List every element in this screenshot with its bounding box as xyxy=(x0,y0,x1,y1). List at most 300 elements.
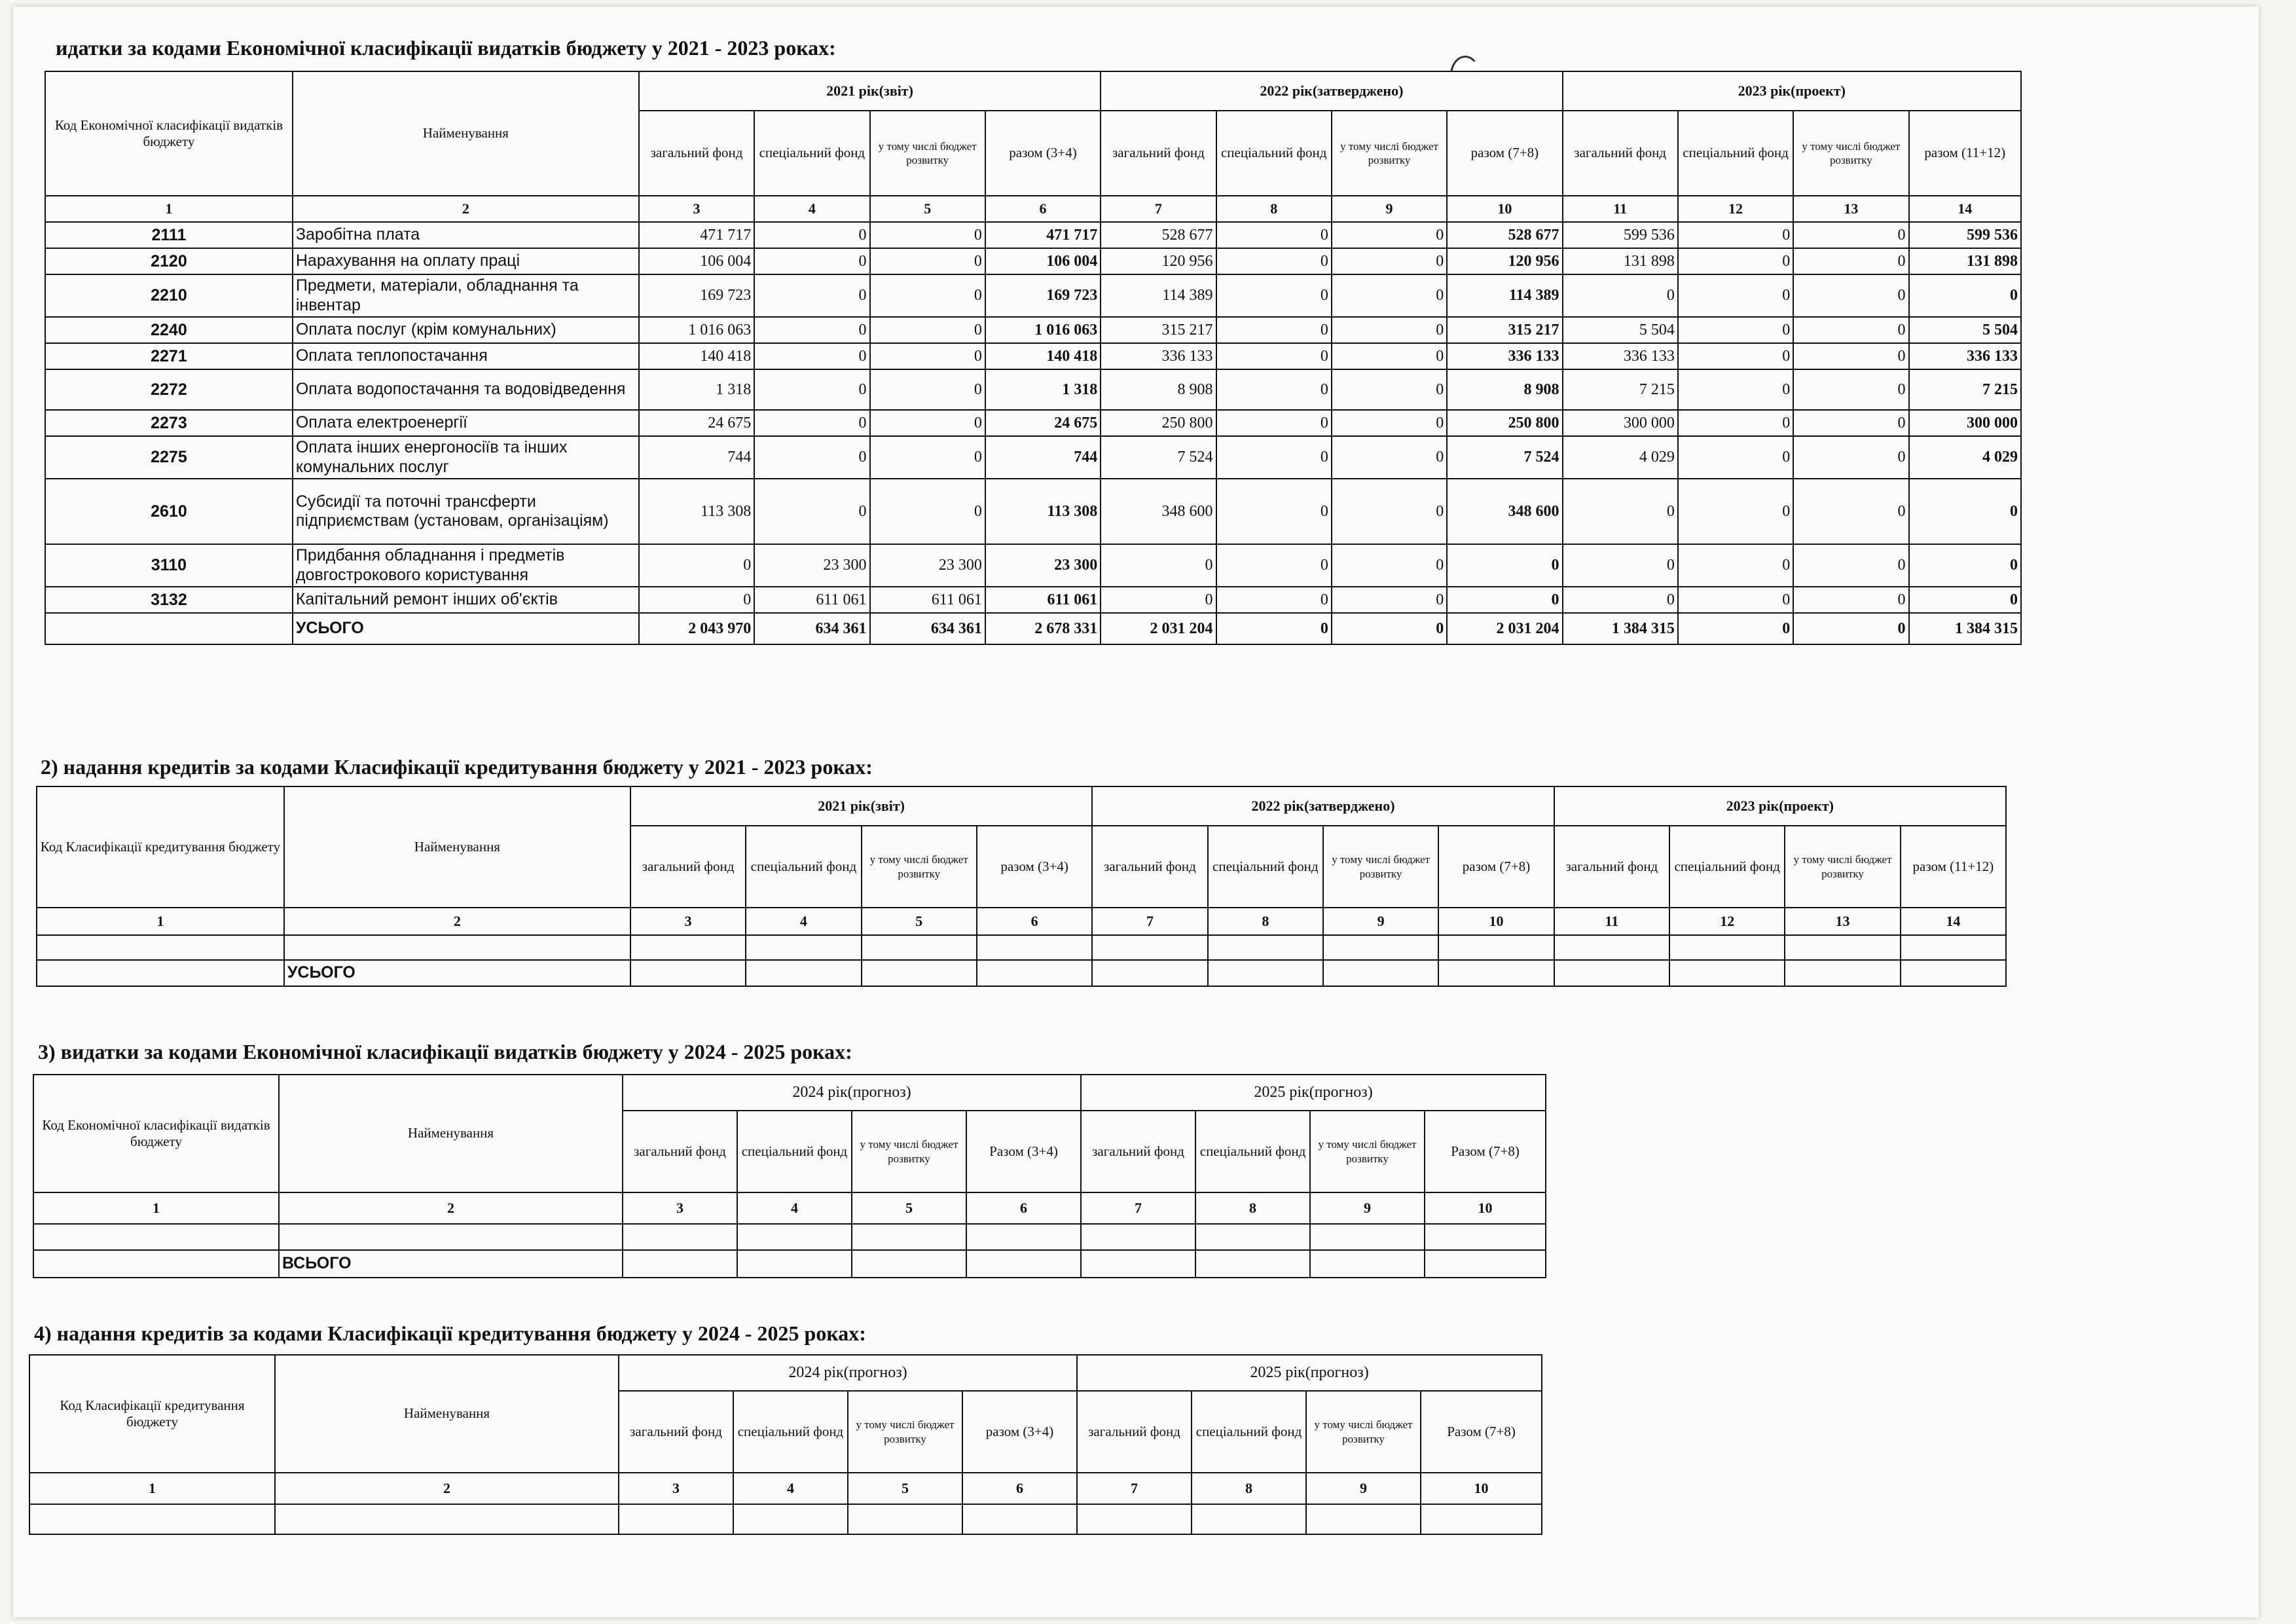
row-value: 0 xyxy=(1216,343,1332,369)
row-value: 0 xyxy=(870,343,985,369)
table-row xyxy=(45,410,2021,436)
table-row xyxy=(45,343,2021,369)
row-value: 0 xyxy=(754,248,869,274)
col-number: 6 xyxy=(985,196,1101,222)
row-value: 0 xyxy=(1563,479,1678,544)
col-number: 14 xyxy=(1909,196,2021,222)
row-value: 348 600 xyxy=(1447,479,1562,544)
row-value: 0 xyxy=(1332,317,1447,343)
row-code: 3132 xyxy=(45,587,293,613)
row-code: 2610 xyxy=(45,479,293,544)
sub-header: загальний фонд xyxy=(1554,826,1669,908)
col-number: 10 xyxy=(1438,908,1554,935)
sub-header: загальний фонд xyxy=(1077,1391,1192,1473)
col-number: 3 xyxy=(619,1473,733,1504)
col-code-header: Код Класифікації кредитування бюджету xyxy=(29,1355,275,1473)
sub-header: спеціальний фонд xyxy=(1669,826,1785,908)
total-row xyxy=(33,1250,1546,1278)
row-value: 7 215 xyxy=(1909,369,2021,410)
sub-header: спеціальний фонд xyxy=(1195,1111,1310,1192)
col-number: 8 xyxy=(1208,908,1323,935)
row-value: 0 xyxy=(754,410,869,436)
row-value: 0 xyxy=(870,317,985,343)
section3-heading: 3) видатки за кодами Економічної класифікації видатків бюджету у 2024 - 2025 роках: xyxy=(38,1040,852,1063)
col-number: 9 xyxy=(1306,1473,1421,1504)
col-number: 14 xyxy=(1901,908,2006,935)
row-value: 0 xyxy=(754,436,869,479)
row-value: 0 xyxy=(1678,369,1793,410)
total-row xyxy=(37,960,2006,986)
sub-header: Разом (7+8) xyxy=(1421,1391,1542,1473)
col-number: 8 xyxy=(1192,1473,1306,1504)
col-number: 4 xyxy=(733,1473,848,1504)
row-value: 114 389 xyxy=(1447,274,1562,317)
row-value: 0 xyxy=(1678,479,1793,544)
row-value: 744 xyxy=(639,436,754,479)
col-number: 3 xyxy=(639,196,754,222)
section1-heading: идатки за кодами Економічної класифікації видатків бюджету у 2021 - 2023 роках: xyxy=(56,36,836,60)
row-value: 0 xyxy=(1332,479,1447,544)
col-number: 1 xyxy=(37,908,284,935)
row-value: 1 016 063 xyxy=(985,317,1101,343)
row-code: 2271 xyxy=(45,343,293,369)
col-number: 1 xyxy=(45,196,293,222)
total-value: 2 043 970 xyxy=(639,613,754,644)
col-number: 1 xyxy=(33,1192,279,1224)
year-header: 2022 рік(затверджено) xyxy=(1092,786,1554,826)
row-value: 0 xyxy=(1678,343,1793,369)
row-value: 23 300 xyxy=(985,544,1101,587)
sub-header: загальний фонд xyxy=(1081,1111,1195,1192)
row-value: 0 xyxy=(754,369,869,410)
row-value: 0 xyxy=(870,369,985,410)
col-number: 7 xyxy=(1101,196,1216,222)
row-value: 300 000 xyxy=(1563,410,1678,436)
year-header: 2024 рік(прогноз) xyxy=(619,1355,1077,1391)
row-value: 140 418 xyxy=(985,343,1101,369)
section4-heading: 4) надання кредитів за кодами Класифікації кредитування бюджету у 2024 - 2025 роках: xyxy=(34,1321,866,1345)
row-value: 0 xyxy=(1447,587,1562,613)
sub-header: спеціальний фонд xyxy=(733,1391,848,1473)
sub-header: спеціальний фонд xyxy=(737,1111,852,1192)
col-number: 11 xyxy=(1554,908,1669,935)
year-header: 2024 рік(прогноз) xyxy=(623,1075,1081,1111)
row-value: 0 xyxy=(1909,479,2021,544)
table-row xyxy=(45,222,2021,248)
row-value: 0 xyxy=(1678,587,1793,613)
col-name-header: Найменування xyxy=(279,1075,623,1192)
sub-header: загальний фонд xyxy=(1092,826,1207,908)
col-number: 7 xyxy=(1081,1192,1195,1224)
total-value: 0 xyxy=(1678,613,1793,644)
expenditures-2024-2025-table xyxy=(33,1074,1546,1278)
row-name: Придбання обладнання і предметів довгострокового користування xyxy=(293,544,639,587)
row-value: 0 xyxy=(639,544,754,587)
credits-2024-2025-table xyxy=(29,1354,1542,1535)
row-value: 0 xyxy=(1909,544,2021,587)
row-value: 7 524 xyxy=(1447,436,1562,479)
row-value: 4 029 xyxy=(1563,436,1678,479)
row-value: 0 xyxy=(1563,274,1678,317)
col-number: 6 xyxy=(966,1192,1081,1224)
sub-header: разом (3+4) xyxy=(977,826,1092,908)
col-number: 10 xyxy=(1447,196,1562,222)
row-value: 250 800 xyxy=(1447,410,1562,436)
row-value: 0 xyxy=(1909,274,2021,317)
row-value: 120 956 xyxy=(1447,248,1562,274)
row-value: 0 xyxy=(1793,479,1908,544)
col-name-header: Найменування xyxy=(275,1355,619,1473)
row-value: 1 318 xyxy=(985,369,1101,410)
total-value: 634 361 xyxy=(870,613,985,644)
col-number: 10 xyxy=(1425,1192,1546,1224)
row-value: 8 908 xyxy=(1101,369,1216,410)
row-value: 0 xyxy=(1793,248,1908,274)
col-number: 9 xyxy=(1332,196,1447,222)
sub-header: загальний фонд xyxy=(1101,111,1216,196)
row-value: 0 xyxy=(870,222,985,248)
sub-header: спеціальний фонд xyxy=(1216,111,1332,196)
sub-header: загальний фонд xyxy=(623,1111,737,1192)
sub-header: загальний фонд xyxy=(619,1391,733,1473)
row-value: 120 956 xyxy=(1101,248,1216,274)
col-number: 6 xyxy=(977,908,1092,935)
total-label: ВСЬОГО xyxy=(279,1250,623,1278)
credits-2021-2023-table xyxy=(36,786,2007,987)
row-value: 106 004 xyxy=(639,248,754,274)
row-value: 131 898 xyxy=(1563,248,1678,274)
row-name: Капітальний ремонт інших об'єктів xyxy=(293,587,639,613)
row-value: 599 536 xyxy=(1563,222,1678,248)
row-value: 0 xyxy=(1793,222,1908,248)
col-number: 2 xyxy=(284,908,630,935)
row-value: 7 215 xyxy=(1563,369,1678,410)
row-value: 8 908 xyxy=(1447,369,1562,410)
row-value: 0 xyxy=(1678,248,1793,274)
row-value: 599 536 xyxy=(1909,222,2021,248)
row-value: 0 xyxy=(754,317,869,343)
row-value: 0 xyxy=(1332,369,1447,410)
row-value: 0 xyxy=(1216,317,1332,343)
sub-header: у тому числі бюджет розвитку xyxy=(1323,826,1438,908)
row-name: Оплата послуг (крім комунальних) xyxy=(293,317,639,343)
col-number: 7 xyxy=(1092,908,1207,935)
col-number: 5 xyxy=(848,1473,962,1504)
row-value: 611 061 xyxy=(985,587,1101,613)
row-name: Предмети, матеріали, обладнання та інвентар xyxy=(293,274,639,317)
row-value: 315 217 xyxy=(1447,317,1562,343)
row-value: 24 675 xyxy=(985,410,1101,436)
row-code: 2273 xyxy=(45,410,293,436)
sub-header: у тому числі бюджет розвитку xyxy=(1793,111,1908,196)
section2-heading: 2) надання кредитів за кодами Класифікації кредитування бюджету у 2021 - 2023 роках: xyxy=(41,755,873,779)
col-number: 9 xyxy=(1310,1192,1425,1224)
row-value: 336 133 xyxy=(1447,343,1562,369)
col-number: 9 xyxy=(1323,908,1438,935)
row-value: 336 133 xyxy=(1563,343,1678,369)
row-value: 24 675 xyxy=(639,410,754,436)
col-number: 4 xyxy=(737,1192,852,1224)
sub-header: загальний фонд xyxy=(639,111,754,196)
row-value: 131 898 xyxy=(1909,248,2021,274)
total-code-cell xyxy=(45,613,293,644)
row-name: Нарахування на оплату праці xyxy=(293,248,639,274)
col-number: 8 xyxy=(1195,1192,1310,1224)
col-number: 5 xyxy=(862,908,977,935)
col-name-header: Найменування xyxy=(284,786,630,908)
row-value: 0 xyxy=(870,410,985,436)
sub-header: разом (3+4) xyxy=(985,111,1101,196)
sub-header: у тому числі бюджет розвитку xyxy=(848,1391,962,1473)
row-value: 0 xyxy=(1563,544,1678,587)
sub-header: у тому числі бюджет розвитку xyxy=(1306,1391,1421,1473)
row-value: 0 xyxy=(1793,343,1908,369)
row-value: 0 xyxy=(1332,274,1447,317)
year-header: 2021 рік(звіт) xyxy=(630,786,1092,826)
year-header: 2022 рік(затверджено) xyxy=(1101,71,1562,111)
col-number: 11 xyxy=(1563,196,1678,222)
row-value: 0 xyxy=(1216,369,1332,410)
sub-header: разом (7+8) xyxy=(1438,826,1554,908)
row-value: 5 504 xyxy=(1909,317,2021,343)
row-value: 0 xyxy=(1216,222,1332,248)
sub-header: загальний фонд xyxy=(630,826,746,908)
col-number: 12 xyxy=(1669,908,1785,935)
row-value: 0 xyxy=(1332,222,1447,248)
col-number: 13 xyxy=(1793,196,1908,222)
row-code: 2120 xyxy=(45,248,293,274)
row-value: 0 xyxy=(1332,436,1447,479)
row-value: 0 xyxy=(1678,222,1793,248)
total-value: 1 384 315 xyxy=(1909,613,2021,644)
row-value: 0 xyxy=(1793,436,1908,479)
total-value: 0 xyxy=(1793,613,1908,644)
total-label: УСЬОГО xyxy=(293,613,639,644)
row-value: 0 xyxy=(1216,544,1332,587)
row-name: Заробітна плата xyxy=(293,222,639,248)
row-value: 528 677 xyxy=(1101,222,1216,248)
row-value: 0 xyxy=(1678,317,1793,343)
row-value: 611 061 xyxy=(754,587,869,613)
row-value: 348 600 xyxy=(1101,479,1216,544)
row-value: 471 717 xyxy=(985,222,1101,248)
col-number: 2 xyxy=(275,1473,619,1504)
sub-header: разом (3+4) xyxy=(962,1391,1077,1473)
row-value: 0 xyxy=(754,343,869,369)
col-number: 5 xyxy=(852,1192,966,1224)
row-value: 114 389 xyxy=(1101,274,1216,317)
year-header: 2023 рік(проект) xyxy=(1554,786,2006,826)
row-value: 0 xyxy=(754,222,869,248)
col-number: 4 xyxy=(754,196,869,222)
total-label: УСЬОГО xyxy=(284,960,630,986)
sub-header: спеціальний фонд xyxy=(1678,111,1793,196)
row-value: 0 xyxy=(1332,343,1447,369)
row-code: 2111 xyxy=(45,222,293,248)
sub-header: у тому числі бюджет розвитку xyxy=(1332,111,1447,196)
row-value: 23 300 xyxy=(870,544,985,587)
row-value: 0 xyxy=(1101,544,1216,587)
row-code: 2210 xyxy=(45,274,293,317)
row-value: 23 300 xyxy=(754,544,869,587)
row-code: 2272 xyxy=(45,369,293,410)
row-value: 611 061 xyxy=(870,587,985,613)
sub-header: у тому числі бюджет розвитку xyxy=(1785,826,1900,908)
sub-header: разом (7+8) xyxy=(1447,111,1562,196)
row-name: Оплата електроенергії xyxy=(293,410,639,436)
row-value: 0 xyxy=(1678,544,1793,587)
sub-header: у тому числі бюджет розвитку xyxy=(870,111,985,196)
total-value: 634 361 xyxy=(754,613,869,644)
col-number: 1 xyxy=(29,1473,275,1504)
table-row xyxy=(29,1504,1542,1534)
col-number: 4 xyxy=(746,908,861,935)
row-value: 0 xyxy=(1216,436,1332,479)
col-number: 10 xyxy=(1421,1473,1542,1504)
row-value: 471 717 xyxy=(639,222,754,248)
row-value: 0 xyxy=(1793,410,1908,436)
row-value: 300 000 xyxy=(1909,410,2021,436)
row-value: 0 xyxy=(1678,436,1793,479)
row-value: 0 xyxy=(1909,587,2021,613)
col-number: 3 xyxy=(630,908,746,935)
row-value: 0 xyxy=(1678,274,1793,317)
row-code: 2275 xyxy=(45,436,293,479)
col-code-header: Код Класифікації кредитування бюджету xyxy=(37,786,284,908)
sub-header: у тому числі бюджет розвитку xyxy=(852,1111,966,1192)
row-value: 0 xyxy=(1793,274,1908,317)
row-value: 106 004 xyxy=(985,248,1101,274)
row-value: 0 xyxy=(1332,248,1447,274)
row-value: 0 xyxy=(1793,544,1908,587)
row-value: 0 xyxy=(870,436,985,479)
row-code: 3110 xyxy=(45,544,293,587)
sub-header: спеціальний фонд xyxy=(754,111,869,196)
sub-header: разом (11+12) xyxy=(1901,826,2006,908)
row-value: 0 xyxy=(1216,479,1332,544)
row-code: 2240 xyxy=(45,317,293,343)
row-value: 0 xyxy=(1793,317,1908,343)
row-value: 0 xyxy=(1332,544,1447,587)
sub-header: загальний фонд xyxy=(1563,111,1678,196)
row-value: 0 xyxy=(639,587,754,613)
row-name: Оплата водопостачання та водовідведення xyxy=(293,369,639,410)
col-number: 5 xyxy=(870,196,985,222)
row-value: 0 xyxy=(870,479,985,544)
row-value: 0 xyxy=(870,274,985,317)
sub-header: спеціальний фонд xyxy=(1192,1391,1306,1473)
table-row xyxy=(45,274,2021,317)
row-name: Оплата інших енергоносіїв та інших комунальних послуг xyxy=(293,436,639,479)
row-value: 336 133 xyxy=(1101,343,1216,369)
col-number: 2 xyxy=(293,196,639,222)
table-row xyxy=(45,544,2021,587)
row-value: 0 xyxy=(1332,410,1447,436)
table-row xyxy=(33,1224,1546,1250)
row-value: 0 xyxy=(754,479,869,544)
col-number: 6 xyxy=(962,1473,1077,1504)
col-number: 13 xyxy=(1785,908,1900,935)
table-row xyxy=(45,479,2021,544)
sub-header: спеціальний фонд xyxy=(746,826,861,908)
total-value: 2 031 204 xyxy=(1101,613,1216,644)
row-value: 0 xyxy=(1101,587,1216,613)
total-value: 2 678 331 xyxy=(985,613,1101,644)
row-value: 0 xyxy=(1216,248,1332,274)
row-value: 0 xyxy=(870,248,985,274)
sub-header: у тому числі бюджет розвитку xyxy=(862,826,977,908)
row-value: 0 xyxy=(1793,369,1908,410)
year-header: 2025 рік(прогноз) xyxy=(1081,1075,1546,1111)
sub-header: Разом (3+4) xyxy=(966,1111,1081,1192)
row-value: 169 723 xyxy=(985,274,1101,317)
row-value: 336 133 xyxy=(1909,343,2021,369)
col-code-header: Код Економічної класифікації видатків бюджету xyxy=(45,71,293,196)
table-row xyxy=(45,248,2021,274)
row-value: 113 308 xyxy=(985,479,1101,544)
col-number: 8 xyxy=(1216,196,1332,222)
row-value: 0 xyxy=(1216,587,1332,613)
sub-header: у тому числі бюджет розвитку xyxy=(1310,1111,1425,1192)
total-value: 2 031 204 xyxy=(1447,613,1562,644)
table-row xyxy=(45,436,2021,479)
row-name: Субсидії та поточні трансферти підприємствам (установам, організаціям) xyxy=(293,479,639,544)
row-value: 1 318 xyxy=(639,369,754,410)
table-row xyxy=(37,935,2006,960)
row-value: 169 723 xyxy=(639,274,754,317)
col-number: 2 xyxy=(279,1192,623,1224)
year-header: 2025 рік(прогноз) xyxy=(1077,1355,1542,1391)
row-value: 0 xyxy=(754,274,869,317)
row-value: 528 677 xyxy=(1447,222,1562,248)
sub-header: разом (11+12) xyxy=(1909,111,2021,196)
sub-header: Разом (7+8) xyxy=(1425,1111,1546,1192)
col-code-header: Код Економічної класифікації видатків бюджету xyxy=(33,1075,279,1192)
sub-header: спеціальний фонд xyxy=(1208,826,1323,908)
col-number: 3 xyxy=(623,1192,737,1224)
row-value: 250 800 xyxy=(1101,410,1216,436)
table-row xyxy=(45,317,2021,343)
row-value: 744 xyxy=(985,436,1101,479)
row-value: 5 504 xyxy=(1563,317,1678,343)
total-value: 1 384 315 xyxy=(1563,613,1678,644)
row-value: 0 xyxy=(1678,410,1793,436)
row-value: 315 217 xyxy=(1101,317,1216,343)
row-value: 1 016 063 xyxy=(639,317,754,343)
total-value: 0 xyxy=(1332,613,1447,644)
total-value: 0 xyxy=(1216,613,1332,644)
col-number: 12 xyxy=(1678,196,1793,222)
row-value: 4 029 xyxy=(1909,436,2021,479)
table-row xyxy=(45,587,2021,613)
year-header: 2023 рік(проект) xyxy=(1563,71,2021,111)
row-value: 0 xyxy=(1216,410,1332,436)
expenditures-2021-2023-table xyxy=(45,71,2022,645)
col-number: 7 xyxy=(1077,1473,1192,1504)
year-header: 2021 рік(звіт) xyxy=(639,71,1101,111)
row-value: 7 524 xyxy=(1101,436,1216,479)
row-value: 140 418 xyxy=(639,343,754,369)
row-value: 0 xyxy=(1793,587,1908,613)
row-value: 0 xyxy=(1216,274,1332,317)
row-value: 0 xyxy=(1332,587,1447,613)
col-name-header: Найменування xyxy=(293,71,639,196)
row-name: Оплата теплопостачання xyxy=(293,343,639,369)
row-value: 113 308 xyxy=(639,479,754,544)
table-row xyxy=(45,369,2021,410)
row-value: 0 xyxy=(1563,587,1678,613)
row-value: 0 xyxy=(1447,544,1562,587)
